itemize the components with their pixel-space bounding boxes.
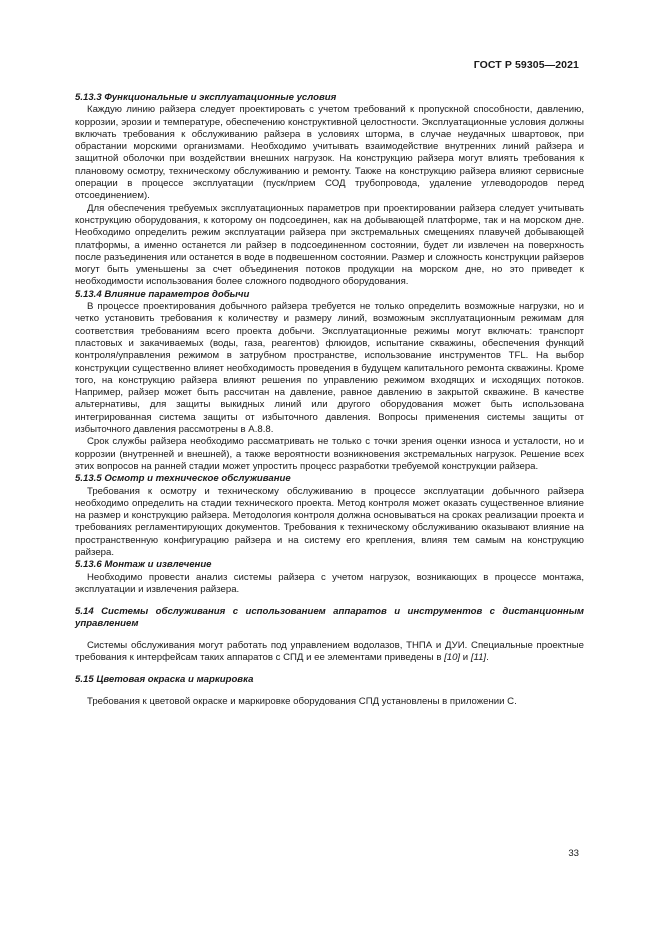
- section-5-14-conjunction: и: [460, 652, 471, 664]
- section-5-15-heading: 5.15 Цветовая окраска и маркировка: [75, 674, 254, 686]
- reference-10: [10]: [444, 652, 461, 664]
- section-5-13-6-heading: 5.13.6 Монтаж и извлечение: [75, 559, 212, 571]
- section-5-14-heading: 5.14 Системы обслуживания с использованием аппаратов и инструментов с дистанционным управлением: [75, 606, 584, 630]
- section-5-14-period: .: [486, 652, 489, 664]
- section-5-14-paragraph-1: [75, 640, 584, 665]
- reference-11: [11]: [470, 652, 487, 664]
- section-5-13-3-paragraph-2: Для обеспечения требуемых эксплуатационных параметров при проектировании райзера следует учитывать конструкцию оборудования, к которому он подсоединен, как на добывающей платформе, так и на морском дне. Необходимо определить режим эксплуатации райзера при экстремальных смещениях плавучей добывающей платформы, а именно останется ли райзер в подсоединенном состоянии, будет ли извлечен на поверхность после разъединения или останется в воде в подвешенном состоянии. Размер и сложность конструкции райзеров могут быть уменьшены за счет объединения потоков продукции на морском дне, но это приведет к необходимости использования более сложного подводного оборудования.: [75, 202, 584, 288]
- section-5-14-text: Системы обслуживания могут работать под управлением водолазов, ТНПА и ДУИ. Специальные проектные требования к интерфейсам таких аппаратов с СПД и ее элементами приведены в: [75, 639, 584, 664]
- section-5-13-4-heading: 5.13.4 Влияние параметров добычи: [75, 288, 250, 300]
- section-5-13-6-paragraph-1: Необходимо провести анализ системы райзера с учетом нагрузок, возникающих в процессе монтажа, эксплуатации и извлечения райзера.: [75, 571, 584, 595]
- section-5-13-4-paragraph-2: Срок службы райзера необходимо рассматривать не только с точки зрения оценки износа и усталости, но и коррозии (внутренней и внешней), а также вероятности возникновения экстремальных нагрузок. Решение всех этих вопросов на ранней стадии может упростить процесс разработки требуемой конструкции райзера.: [75, 436, 584, 472]
- page-body: [75, 92, 584, 708]
- section-5-15-paragraph-1: Требования к цветовой окраске и маркировке оборудования СПД установлены в приложении С.: [87, 695, 517, 707]
- section-5-13-3-heading: 5.13.3 Функциональные и эксплуатационные условия: [75, 92, 337, 103]
- section-5-13-4-paragraph-1: В процессе проектирования добычного райзера требуется не только определить возможные нагрузки, но и четко установить требования к количеству и размеру линий, возможным эксплуатационным режимам для соответствия требованиям всего проекта добычи. Эксплуатационные режимы могут включать: транспорт пластовых и закачиваемых (воды, газа, реагентов) флюидов, испытание скважины, обеспечения функций контроля/управления режимом в затрубном пространстве, использование инструментов TFL. На выбор конструкции существенно влияет необходимость проведения в будущем капитального ремонта скважины. Кроме того, на конструкцию райзера влияют решения по управлению режимом входящих и исходящих потоков. Например, райзер может быть рассчитан на давление, равное давлению в закрытой скважине. В качестве альтернативы, для защиты выкидных линий или другого оборудования может быть использована интегрированная система защиты от избыточного давления. Вопросы применения системы защиты от избыточного давления рассмотрены в А.8.8.: [75, 301, 584, 436]
- section-5-13-3-paragraph-1: Каждую линию райзера следует проектировать с учетом требований к пропускной способности, давлению, коррозии, эрозии и температуре, обеспечению конструктивной целостности. Эксплуатационные условия должны включать требования к обслуживанию райзера в условиях шторма, в случае неудачных швартовок, при обрастании морскими организмами. Необходимо учитывать взаимодействие внутренних линий райзера и защитной оболочки при воздействии внешних нагрузок. На конструкцию райзера могут влиять требования к плановому осмотру, техническому обслуживанию и ремонту. Также на конструкцию райзера влияют сервисные операции в процессе эксплуатации (пуск/прием СОД трубопровода, удаление углеводородов перед отсоединением).: [75, 104, 584, 202]
- section-5-13-5-paragraph-1: Требования к осмотру и техническому обслуживанию в процессе эксплуатации добычного райзера необходимо определить на стадии технического проекта. Метод контроля может оказать существенное влияние на размер и конструкцию райзера. Методология контроля должна основываться на сроках реализации проекта и требованиях регламентирующих документов. Требования к техническому обслуживанию оказывают влияние на пространственную конфигурацию райзера и на систему его крепления, влияя тем самым на конструкцию райзера.: [75, 485, 584, 558]
- document-code: ГОСТ Р 59305—2021: [473, 59, 579, 71]
- section-5-13-5-heading: 5.13.5 Осмотр и техническое обслуживание: [75, 473, 291, 485]
- page-number: 33: [568, 848, 579, 859]
